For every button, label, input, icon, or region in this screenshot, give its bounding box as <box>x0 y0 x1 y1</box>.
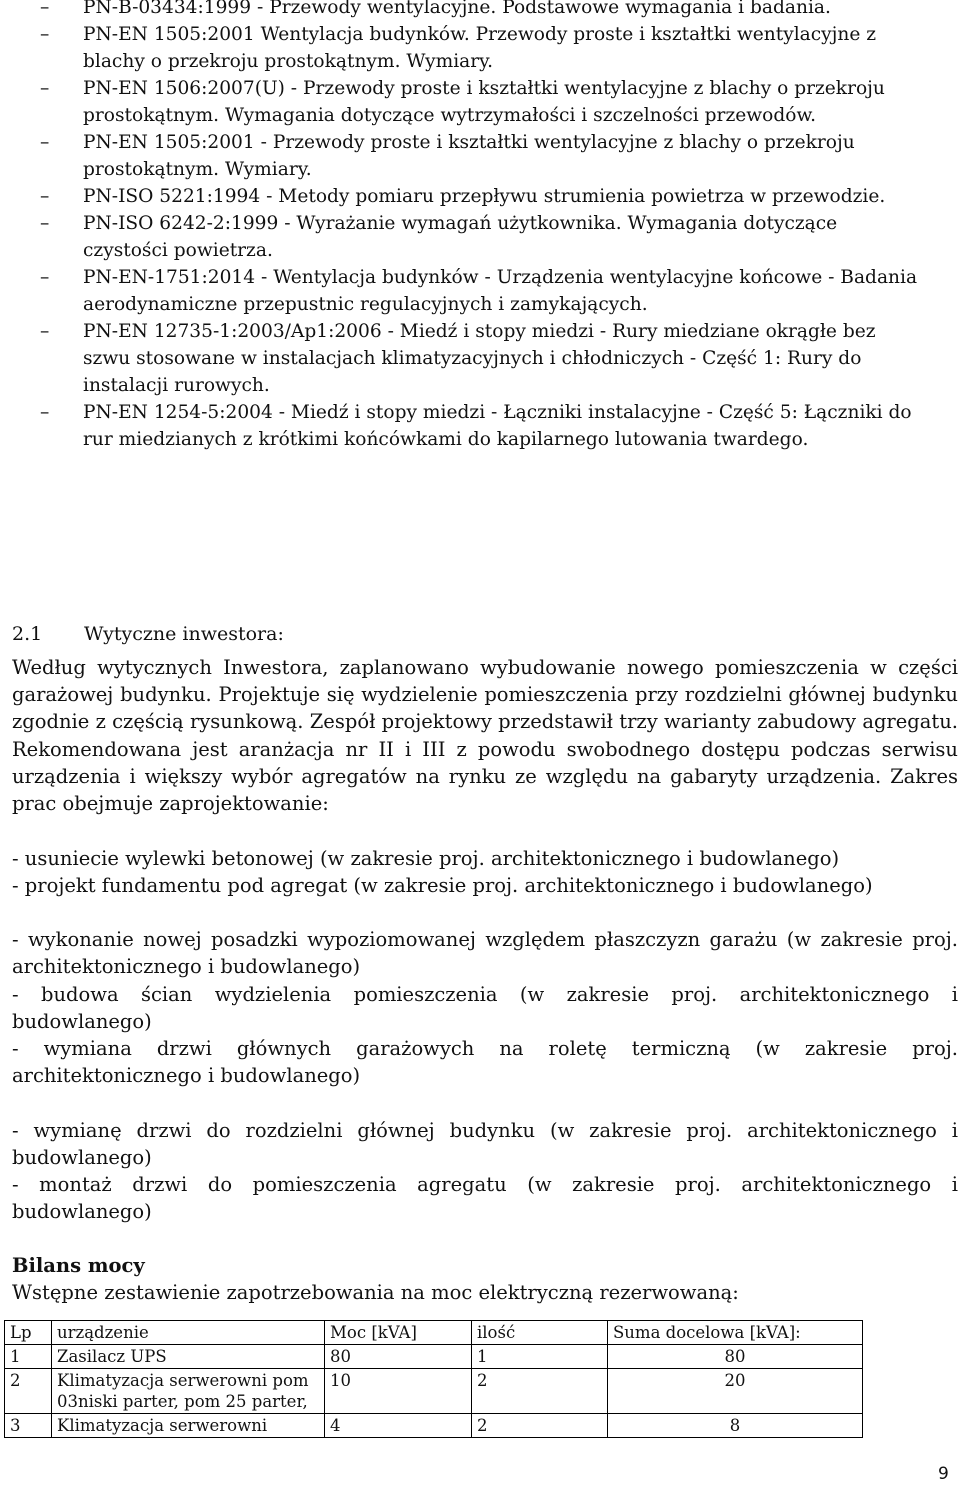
standard-text: PN-EN-1751:2014 - Wentylacja budynków - Urządzenia wentylacyjne końcowe - Badania aerodynamiczne przepustnic regulacyjnych i zamykających. <box>83 267 918 315</box>
table-row <box>5 1414 863 1438</box>
section-title: Wytyczne inwestora: <box>84 623 284 645</box>
table-header-row <box>5 1321 863 1345</box>
table-cell: 20 <box>608 1369 863 1414</box>
scope-item: - usuniecie wylewki betonowej (w zakresie proj. architektonicznego i budowlanego) <box>12 847 840 870</box>
table-cell: 1 <box>472 1345 608 1369</box>
table-row <box>5 1345 863 1369</box>
standard-item <box>0 183 960 210</box>
table-header: Lp <box>5 1321 52 1345</box>
table-cell: 10 <box>325 1369 472 1414</box>
section-heading <box>12 620 284 648</box>
table-header: ilość <box>472 1321 608 1345</box>
scope-item: - wykonanie nowej posadzki wypoziomowanej względem płaszczyzn garażu (w zakresie proj. architektonicznego i budowlanego) <box>12 928 958 979</box>
scope-item: - projekt fundamentu pod agregat (w zakresie proj. architektonicznego i budowlanego) <box>12 874 873 897</box>
standard-text: PN-EN 1505:2001 Wentylacja budynków. Przewody proste i kształtki wentylacyjne z blachy o przekroju prostokątnym. Wymiary. <box>83 24 877 72</box>
standard-item <box>0 0 960 21</box>
list-dash: – <box>40 402 50 423</box>
table-cell: 2 <box>472 1369 608 1414</box>
table-cell: 4 <box>325 1414 472 1438</box>
intro-paragraph: Według wytycznych Inwestora, zaplanowano wybudowanie nowego pomieszczenia w części garażowej budynku. Projektuje się wydzielenie pomieszczenia przy rozdzielni głównej budynku zgodnie z częścią rysunkową. Zespół projektowy przedstawił trzy warianty zabudowy agregatu. Rekomendowana jest aranżacja nr II i III z powodu swobodnego dostępu podczas serwisu urządzenia i większy wybór agregatów na rynku ze względu na gabaryty urządzenia. Zakres prac obejmuje zaprojektowanie: <box>12 656 958 816</box>
table-cell: 80 <box>608 1345 863 1369</box>
table-cell: 2 <box>5 1369 52 1414</box>
list-dash: – <box>40 0 50 18</box>
table-cell: Klimatyzacja serwerowni pom 03niski parter, pom 25 parter, <box>52 1369 325 1414</box>
table-header: urządzenie <box>52 1321 325 1345</box>
table-cell: Zasilacz UPS <box>52 1345 325 1369</box>
table-header: Moc [kVA] <box>325 1321 472 1345</box>
power-table <box>4 1320 863 1438</box>
table-cell: 8 <box>608 1414 863 1438</box>
standard-item <box>0 210 960 264</box>
table-cell: 2 <box>472 1414 608 1438</box>
standard-text: PN-ISO 6242-2:1999 - Wyrażanie wymagań użytkownika. Wymagania dotyczące czystości powietrza. <box>83 213 838 261</box>
list-dash: – <box>40 321 50 342</box>
list-dash: – <box>40 186 50 207</box>
table-cell: 3 <box>5 1414 52 1438</box>
standard-text: PN-EN 1254-5:2004 - Miedź i stopy miedzi - Łączniki instalacyjne - Część 5: Łączniki do rur miedzianych z krótkimi końcówkami do kapilarnego lutowania twardego. <box>83 402 912 450</box>
standard-text: PN-B-03434:1999 - Przewody wentylacyjne. Podstawowe wymagania i badania. <box>83 0 831 18</box>
list-dash: – <box>40 213 50 234</box>
standard-item <box>0 399 960 453</box>
standard-text: PN-ISO 5221:1994 - Metody pomiaru przepływu strumienia powietrza w przewodzie. <box>83 186 886 207</box>
table-cell: 1 <box>5 1345 52 1369</box>
standard-text: PN-EN 1505:2001 - Przewody proste i kształtki wentylacyjne z blachy o przekroju prostokątnym. Wymiary. <box>83 132 855 180</box>
list-dash: – <box>40 267 50 288</box>
standard-item <box>0 318 960 399</box>
page-number: 9 <box>938 1464 949 1484</box>
table-row <box>5 1369 863 1414</box>
standard-text: PN-EN 1506:2007(U) - Przewody proste i kształtki wentylacyjne z blachy o przekroju prostokątnym. Wymagania dotyczące wytrzymałości i szczelności przewodów. <box>83 78 885 126</box>
section-number: 2.1 <box>12 623 43 645</box>
scope-item: - montaż drzwi do pomieszczenia agregatu (w zakresie proj. architektonicznego i budowlanego) <box>12 1173 958 1224</box>
bilans-title: Bilans mocy <box>12 1254 145 1277</box>
standards-list <box>0 0 960 459</box>
table-cell: 80 <box>325 1345 472 1369</box>
scope-item: - wymiana drzwi głównych garażowych na roletę termiczną (w zakresie proj. architektonicznego i budowlanego) <box>12 1037 958 1088</box>
list-dash: – <box>40 24 50 45</box>
standard-text: PN-EN 12735-1:2003/Ap1:2006 - Miedź i stopy miedzi - Rury miedziane okrągłe bez szwu stosowane w instalacjach klimatyzacyjnych i chłodniczych - Część 1: Rury do instalacji rurowych. <box>83 321 876 396</box>
list-dash: – <box>40 78 50 99</box>
standard-item <box>0 75 960 129</box>
list-dash: – <box>40 132 50 153</box>
standard-item <box>0 264 960 318</box>
standard-item <box>0 129 960 183</box>
table-cell: Klimatyzacja serwerowni <box>52 1414 325 1438</box>
standard-item <box>0 21 960 75</box>
scope-item: - wymianę drzwi do rozdzielni głównej budynku (w zakresie proj. architektonicznego i budowlanego) <box>12 1119 958 1170</box>
table-header: Suma docelowa [kVA]: <box>608 1321 863 1345</box>
bilans-intro: Wstępne zestawienie zapotrzebowania na moc elektryczną rezerwowaną: <box>12 1281 739 1304</box>
scope-item: - budowa ścian wydzielenia pomieszczenia (w zakresie proj. architektonicznego i budowlanego) <box>12 983 958 1034</box>
